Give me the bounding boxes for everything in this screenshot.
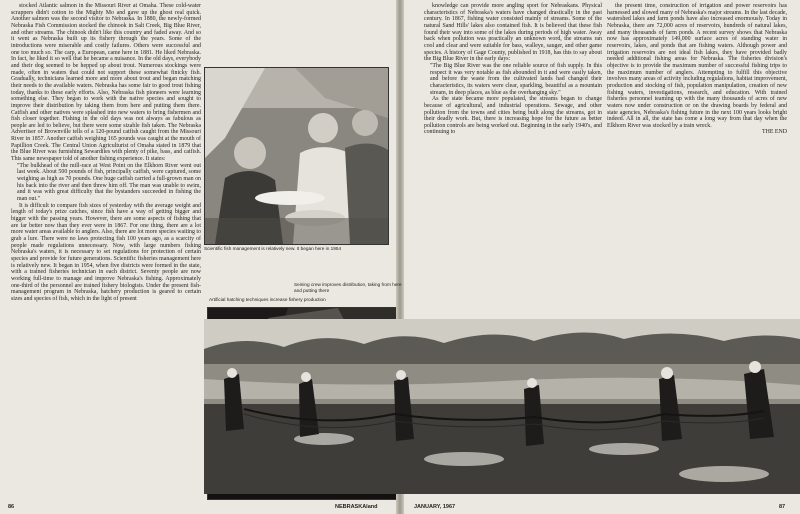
left-column-text: stocked Atlantic salmon in the Missouri River at Omaha. These cold-water scrappers didn't cotton to the Mighty Mo and gave up the ghost real quick. Another salmon was the second visitor to Nebraska. In 1880, the newly-formed Nebraska Fish Commission stocked the chinook in Salt Creek, Big Blue River, and other streams. The chinook didn't like this country and faded away. And so it went as Nebraska built up its fishery through the years. Some of the introductions were miserable and costly failures. Others were successful and one too much so. The carp, a European, came here in 1881. He liked Nebraska. In fact, he liked it so well that he became a nuisance. In the old days, everybody and their dog seemed to be hepped up about trout. Numerous stockings were made, often in waters that could not support these somewhat finicky fish. Gradually, technicians learned more and more about trout and began matching their needs to the available waters. Nebraska has some fair to good trout fishing today, thanks to these early efforts. Also, Nebraska fish pioneers were learning something else. They began to work with the native species and sought to improve their distribution by taking them from here and putting them there. Catfish and other natives were splashed into new waters to bring fishermen and fish closer together. Fishing in the old days was not always as fabulous as people are led to believe, but there were some sizable fish taken. The Nebraska Advertiser of Brownville tells of a 120-pound catfish caught from the Missouri River in 1857. Another catfish weighing 165 pounds was caught at the mouth of Papillion Creek. The Central Union Agriculturist of Omaha stated in 1879 that the Blue River was furnishing Sewardites with plenty of pike, bass, and catfish. This same newspaper told of another fishing experience. It states:: [11, 3, 201, 163]
right-column-1-quote: "The Big Blue River was the one reliable source of fish supply. In this respect it was very notable as fish abounded in it and were easily taken, and before the waste from the cultivated lands had changed their characteristics, its waters were clear, sparkling, beautiful as a mountain stream, in deep places, as blue as the overhanging sky.": [430, 62, 602, 96]
photo-seining-crew: [204, 319, 800, 494]
right-column-1-text-continued: As the state became more populated, the streams began to change because of agricultural, and industrial operations. Sewage, and other pollution from the towns and cities being built along the streams, got in their deadly work. But, there is increasing hope for the future as better pollution controls are being worked out. Beginning in the early 1940's, and continuing to: [424, 96, 602, 136]
right-column-2-text: the present time, construction of irrigation and power reservoirs has harnessed and slowed many of Nebraska's major streams. In the last decade, watershed lakes and farm ponds have also increased enormously. Today in Nebraska, there are 72,000 acres of reservoirs, hundreds of natural lakes, and many thousands of farm ponds. A recent survey shows that Nebraska now has approximately 149,000 surface acres of standing water in reservoirs, lakes, and ponds that are fishing waters. Although power and irrigation reservoirs are not ideal fish lakes, they have provided badly needed additional fishing areas for Nebraska. The fisheries division's objective is to provide the maximum number of successful fishing trips to the maximum number of anglers. Attempting to fulfill this objective involves many areas of activity including regulations, habitat improvement, production and stocking of fish, population manipulation, creation of new fishing waters, investigations, research, and education. With trained fisheries personnel teaming up with the many thousands of acres of new waters now under construction or on the drawing boards by federal and state agencies, Nebraska's fishing future in the next 100 years looks bright indeed. All in all, the state has come a long way from that day when the Elkhorn River was stocked by a train wreck.: [607, 3, 787, 129]
photo-seining-crew-image: [204, 319, 800, 494]
photo-fish-inspection-image: [205, 68, 388, 244]
left-article-column: [11, 3, 201, 303]
right-article-column-1: [424, 3, 602, 136]
photo-fish-inspection: [204, 67, 389, 245]
right-article-column-2: [607, 3, 787, 136]
right-column-1-text: knowledge can provide more angling sport for Nebraskans. Physical characteristics of Nebraska's waters have changed drastically in the past century. In 1867, fishing water consisted mainly of streams. Some of the natural Sand Hills' lakes also contained fish. It is believed that these fish found their way into some of the lakes during periods of high water. Away back when pollution was practically an unknown word, the streams ran cool and clear and were suitable for bass, walleye, sauger, and other game species. A history of Gage County, published in 1918, has this to say about the Big Blue River in the early days:: [424, 3, 602, 63]
left-column-quote: "The bulkhead of the mill-race at West Point on the Elkhorn River went out last week. About 500 pounds of fish, principally catfish, were captured, some weighing as high as 70 pounds. One huge catfish carried a full-grown man on his back into the river and then threw him off. The man was unable to swim, and it was with great difficulty that the bystanders succeeded in fishing the man out.": [17, 162, 201, 203]
left-folio-magazine: NEBRASKAland: [335, 504, 378, 510]
right-page-number: 87: [779, 504, 786, 510]
the-end-mark: THE END: [761, 129, 787, 136]
caption-artificial-hatching: Artificial hatching techniques increase fishery production: [209, 297, 326, 302]
caption-seining-crew: Seining crew improves distribution, taking from here and putting there: [294, 282, 402, 293]
left-column-text-continued: It is difficult to compare fish sizes of yesterday with the average weight and length of today's prize catches, since fish have a way of getting bigger and bigger with the passing years. However, there are some aspects of fishing that are far better now than they ever were in 1867. For one thing, there are a lot more water areas available to anglers. Also, there are lot more species waiting to grab a lure. There were no laws protecting fish 100 years ago, as a scarcity of people made regulations unnecessary. Now, with large numbers fishing Nebraska's waters, it is necessary to set regulations for protection of certain species and provide for future generations. Scientific fisheries management here is relatively new. It began in 1954, when five districts were formed in the state, with a trained fisheries technician in each district. Seventy people are now working full-time to manage and improve Nebraska's fishing. Approximately one-third of the personnel are trained fishery biologists. Under the present fish-management program in Nebraska, hatchery production is geared to certain sizes and species of fish, which in the light of present: [11, 202, 201, 302]
caption-fish-management: Scientific fish management is relatively new. It began here in 1954: [204, 246, 342, 251]
left-page-number: 86: [8, 504, 15, 510]
right-folio-date: JANUARY, 1967: [414, 504, 456, 510]
